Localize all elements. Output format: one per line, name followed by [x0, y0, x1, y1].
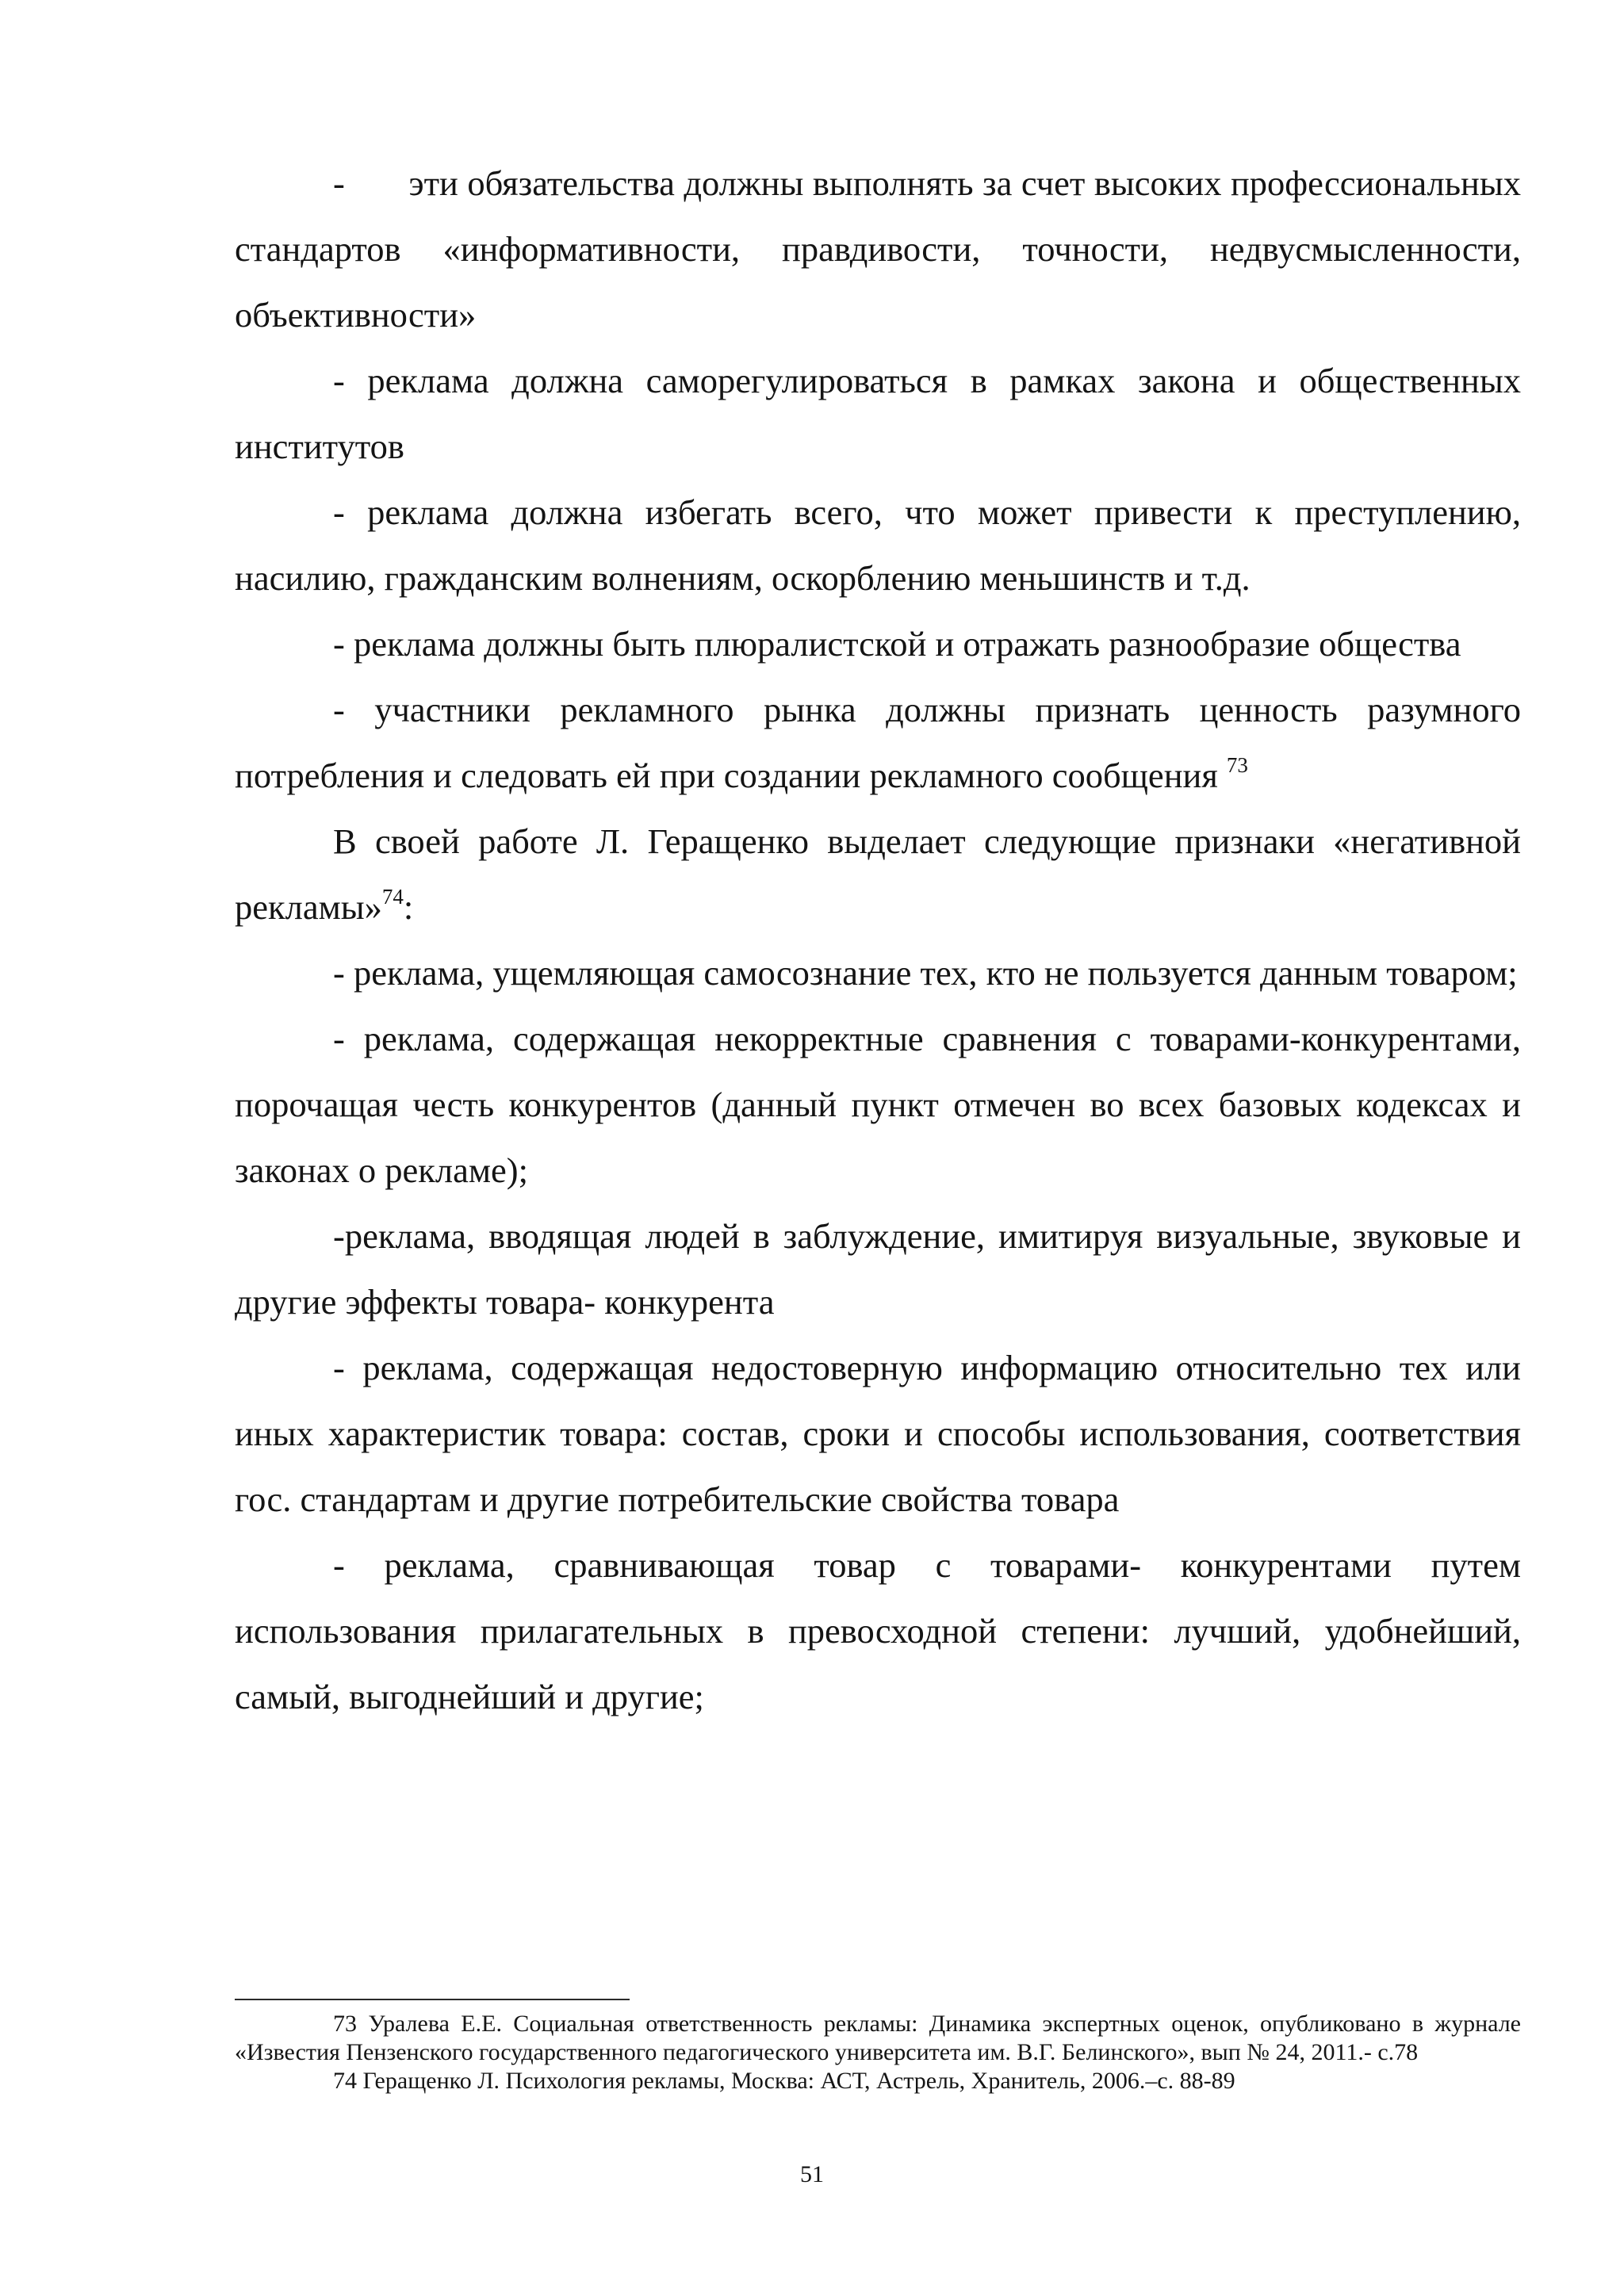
footnote-74: 74 Геращенко Л. Психология рекламы, Москва: АСТ, Астрель, Хранитель, 2006.–с. 88-89	[333, 2068, 1235, 2094]
footnote-ref-73[interactable]: 73	[1226, 753, 1248, 777]
footnote-separator	[235, 1999, 630, 2000]
page-number: 51	[800, 2161, 824, 2187]
paragraph-text: - участники рекламного рынка должны признать ценность разумного потребления и следовать ей при создании рекламного сообщения	[235, 690, 1521, 795]
paragraph-superlatives	[235, 1533, 1521, 1730]
paragraph-self-awareness	[235, 940, 1521, 1006]
paragraph-text: - реклама, содержащая некорректные сравнения с товарами-конкурентами, порочащая честь конкурентов (данный пункт отмечен во всех базовых кодексах и законах о рекламе);	[235, 1019, 1521, 1190]
paragraph-self-regulation	[235, 348, 1521, 480]
footnote-ref-74[interactable]: 74	[381, 885, 404, 909]
paragraph-reasonable-consumption	[235, 677, 1521, 809]
paragraph-text: - реклама, ущемляющая самосознание тех, кто не пользуется данным товаром;	[333, 953, 1518, 993]
paragraph-text: - реклама должна избегать всего, что может привести к преступлению, насилию, гражданским волнениям, оскорблению меньшинств и т.д.	[235, 492, 1521, 598]
body-text	[235, 151, 1521, 1730]
paragraph-text: - реклама должна саморегулироваться в рамках закона и общественных институтов	[235, 361, 1521, 466]
paragraph-text: - реклама должны быть плюралистской и отражать разнообразие общества	[333, 624, 1461, 664]
footnotes	[235, 2010, 1521, 2095]
paragraph-pluralism	[235, 611, 1521, 677]
paragraph-avoid-crime	[235, 480, 1521, 611]
paragraph-text-tail: :	[403, 887, 414, 927]
paragraph-text: - эти обязательства должны выполнять за счет высоких профессиональных стандартов «информативности, правдивости, точности, недвусмысленности, объективности»	[235, 163, 1521, 335]
paragraph-text: - реклама, содержащая недостоверную информацию относительно тех или иных характеристик товара: состав, сроки и способы использования, соответствия гос. стандартам и другие потребительские свойства товара	[235, 1348, 1521, 1519]
paragraph-misleading	[235, 1203, 1521, 1335]
paragraph-text: - реклама, сравнивающая товар с товарами- конкурентами путем использования прилагательных в превосходной степени: лучший, удобнейший, самый, выгоднейший и другие;	[235, 1545, 1521, 1716]
paragraph-negative-ad-intro	[235, 809, 1521, 940]
paragraph-text: В своей работе Л. Геращенко выделает следующие признаки «негативной рекламы»	[235, 821, 1521, 927]
paragraph-unreliable-info	[235, 1335, 1521, 1533]
paragraph-text: -реклама, вводящая людей в заблуждение, имитируя визуальные, звуковые и другие эффекты товара- конкурента	[235, 1216, 1521, 1322]
footnote-73: 73 Уралева Е.Е. Социальная ответственность рекламы: Динамика экспертных оценок, опубликовано в журнале «Известия Пензенского государственного педагогического университета им. В.Г. Белинского», вып № 24, 2011.- с.78	[235, 2011, 1521, 2065]
paragraph-obligations	[235, 151, 1521, 348]
paragraph-incorrect-comparison	[235, 1006, 1521, 1203]
